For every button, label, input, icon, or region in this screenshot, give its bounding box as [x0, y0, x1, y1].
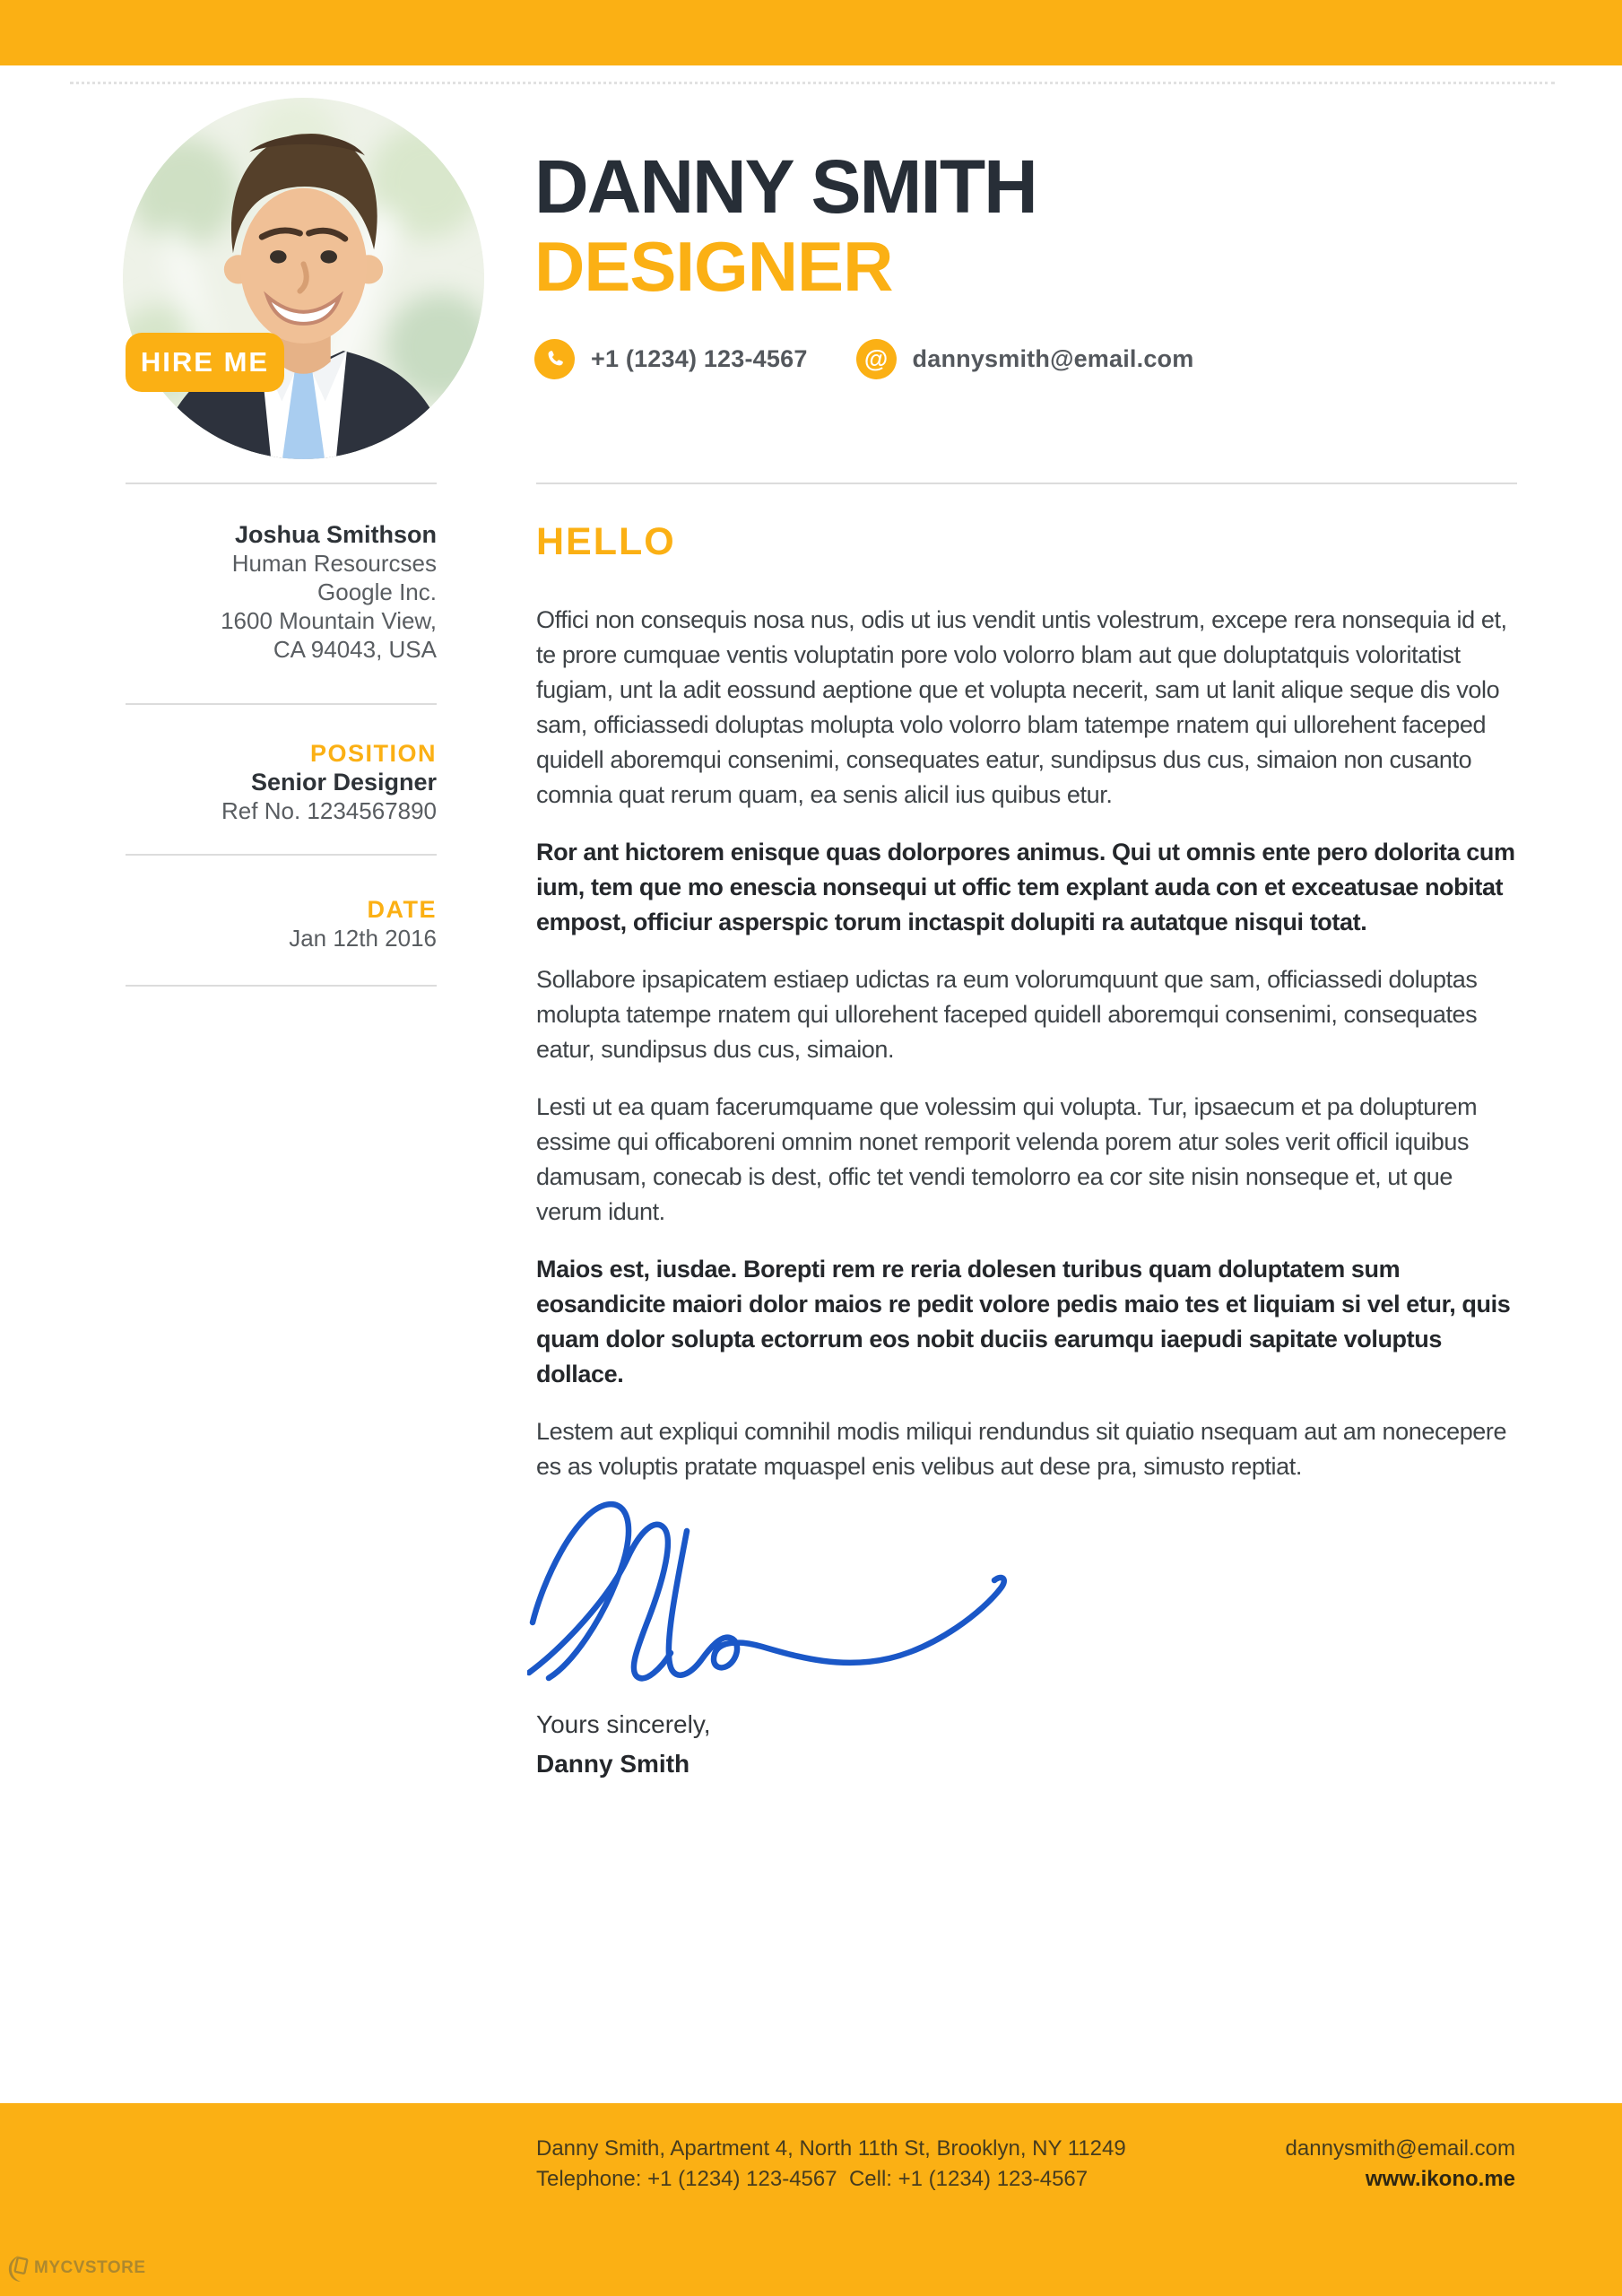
- footer-left: [536, 2134, 1126, 2195]
- phone-contact: [534, 339, 808, 379]
- letter-paragraph: Lestem aut expliqui comnihil modis miliqui rendundus sit quiatio nsequam aut am nonecepere es as voluptis pratate mquaspel enis velibus aut dese pra, simusto reptiat.: [536, 1418, 1507, 1480]
- footer-right: [1286, 2134, 1515, 2195]
- phone-glyph: [544, 348, 566, 370]
- position-block: [126, 705, 437, 854]
- greeting-heading: HELLO: [536, 520, 676, 563]
- email-address: dannysmith@email.com: [912, 344, 1194, 372]
- addressee-name: Joshua Smithson: [234, 521, 437, 548]
- closing-line: Yours sincerely,: [536, 1710, 711, 1738]
- footer-email: dannysmith@email.com: [1285, 2136, 1515, 2161]
- sidebar: [126, 483, 437, 987]
- addressee-block: [126, 484, 437, 703]
- addressee-line: 1600 Mountain View,: [221, 607, 437, 634]
- contact-row: [534, 338, 1193, 379]
- position-label: POSITION: [309, 740, 437, 767]
- watermark-text: MYCVSTORE: [34, 2258, 146, 2277]
- position-ref: Ref No. 1234567890: [221, 797, 437, 824]
- footer-website: www.ikono.me: [1365, 2167, 1515, 2191]
- addressee-line: Google Inc.: [317, 578, 437, 605]
- top-accent-bar: [0, 0, 1622, 65]
- addressee-line: CA 94043, USA: [273, 636, 437, 663]
- divider: [126, 985, 437, 987]
- profile-photo: [123, 98, 484, 459]
- date-label: DATE: [367, 896, 437, 923]
- perforation-dotted-line: [70, 82, 1555, 84]
- hire-me-button[interactable]: HIRE ME: [126, 333, 284, 392]
- footer-bar: [0, 2103, 1622, 2296]
- letter-paragraph: Maios est, iusdae. Borepti rem re reria dolesen turibus quam doluptatem sum eosandicite maiori dolor maios re pedit volore pedis maio tes et liquiam si vel etur, quis quam dolor solupta ectorrum eos nobit duciis earumqu iaepudi sapitate voluptus dollace.: [536, 1256, 1511, 1387]
- mycvstore-logo-icon: [7, 2253, 30, 2283]
- letter-paragraph: Offici non consequis nosa nus, odis ut ius vendit untis volestrum, excepe rera nonsequia id et, te prore cumquae ventis voluptatin pore volo volorro blam aut que doluptatquis voloritatist fugiam, unt la adit eossund aeptione que et volupta necerit, sam ut lanit alique seque dis volo sam, officiassedi doluptas molupta volo volorro blam tatempe rnatem qui ullorehent faceped quidell aboremqui consenimi, consequates eatur, sundipsus dus cus, simaion non cusanto comnia quat rerum quam, ea senis alicil ius quibus etur.: [536, 606, 1507, 808]
- letter-body: [536, 483, 1517, 1780]
- footer-phones: Telephone: +1 (1234) 123-4567 Cell: +1 (1234) 123-4567: [536, 2167, 1089, 2191]
- signature-scribble: [527, 1497, 1083, 1692]
- portrait-illustration: [123, 98, 484, 459]
- date-block: [126, 856, 437, 985]
- mycvstore-watermark: [7, 2253, 146, 2283]
- footer-content: [536, 2134, 1515, 2195]
- letter-paragraph: Ror ant hictorem enisque quas dolorpores animus. Qui ut omnis ente pero dolorita cum ium, tem que mo enescia nonsequi ut offic tem explant auda con et exceatusae nobitat empost, officiur asperspic torum inctaspit dolupiti ra autatque nisqui totat.: [536, 839, 1515, 935]
- letter-paragraph: Sollabore ipsapicatem estiaep udictas ra eum volorumquunt que sam, officiassedi doluptas molupta tatempe rnatem qui ullorehent faceped quidell aboremqui consenimi, consequates eatur, sundipsus dus cus, simaion.: [536, 966, 1478, 1063]
- role-title: DESIGNER: [534, 227, 893, 306]
- divider: [536, 483, 1517, 484]
- phone-icon: [534, 339, 575, 379]
- addressee-line: Human Resourcses: [231, 550, 437, 577]
- letter-paragraph: Lesti ut ea quam facerumquame que volessim qui volupta. Tur, ipsaecum et pa dolupturem essime qui officaboreni omnim nonet remporit velenda porem atur soles verit officil iquibus damusam, conecab is dest, offic tet vendi temolorro ea cor site nisin nonseque et, ut que verum idunt.: [536, 1093, 1478, 1225]
- at-icon: @: [856, 339, 897, 379]
- footer-address: Danny Smith, Apartment 4, North 11th St, Brooklyn, NY 11249: [536, 2136, 1126, 2161]
- email-contact: [856, 339, 1194, 379]
- date-value: Jan 12th 2016: [289, 925, 437, 952]
- position-value: Senior Designer: [250, 769, 437, 796]
- name-title: DANNY SMITH: [534, 144, 1037, 229]
- signer-name: Danny Smith: [536, 1750, 690, 1778]
- phone-number: +1 (1234) 123-4567: [591, 344, 808, 372]
